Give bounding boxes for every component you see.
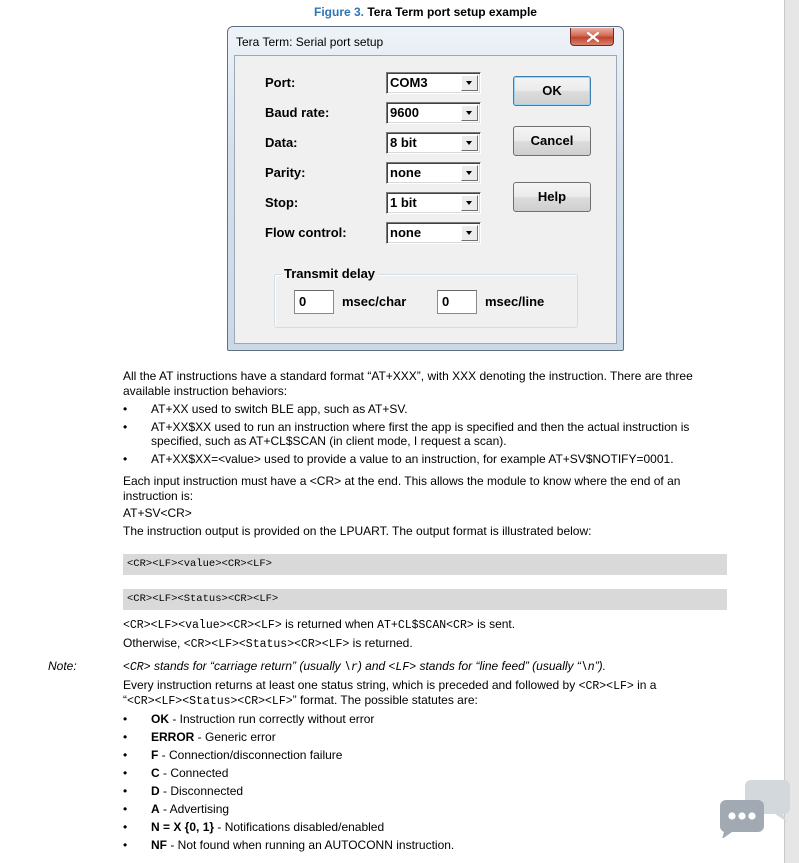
chat-bubbles-icon (716, 776, 792, 838)
dialog-title: Tera Term: Serial port setup (236, 35, 384, 49)
output-intro: The instruction output is provided on the LPUART. The output format is illustrated below: (123, 524, 592, 538)
status-key: OK (151, 712, 169, 726)
note-text (123, 659, 606, 675)
inline-code: AT+CL$SCAN<CR> (377, 619, 474, 632)
inline-code: <CR><LF> (578, 680, 634, 693)
status-desc: - Connected (159, 766, 229, 780)
figure-caption (314, 5, 537, 19)
msec-char-input[interactable] (294, 290, 334, 314)
inline-text: in a (633, 678, 657, 692)
list-item-text: AT+XX$XX=<value> used to provide a value to an instruction, for example AT+SV$NOTIFY=0001. (151, 452, 674, 466)
port-select[interactable] (386, 72, 481, 94)
status-key: N = X {0, 1} (151, 820, 215, 834)
port-value: COM3 (390, 75, 428, 90)
status-key: NF (151, 838, 167, 852)
close-button[interactable] (570, 28, 614, 46)
input-para-line: Each input instruction must have a <CR> at the end. This allows the module to know where the end of an (123, 474, 681, 488)
chevron-down-icon[interactable] (461, 195, 478, 211)
msec-line-label: msec/line (485, 294, 545, 309)
status-intro-line (123, 693, 478, 709)
transmit-delay-legend: Transmit delay (281, 266, 378, 282)
parity-value: none (390, 165, 422, 180)
status-desc: - Disconnected (159, 784, 244, 798)
ok-button[interactable]: OK (513, 76, 591, 106)
flow-control-value: none (390, 225, 422, 240)
help-button[interactable]: Help (513, 182, 591, 212)
figure-title: Tera Term port setup example (367, 5, 537, 19)
cancel-button[interactable]: Cancel (513, 126, 591, 156)
close-icon (587, 32, 599, 42)
data-value: 8 bit (390, 135, 417, 150)
code-text: <CR><LF><Status><CR><LF> (127, 593, 279, 605)
baud-rate-value: 9600 (390, 105, 419, 120)
list-item-text: AT+XX$XX used to run an instruction where first the app is specified and then the actual instruction is (151, 420, 690, 434)
status-key: ERROR (151, 730, 195, 744)
viewer-right-edge (784, 0, 799, 863)
example-instruction: AT+SV<CR> (123, 506, 192, 520)
status-key: D (151, 784, 160, 798)
status-key: F (151, 748, 159, 762)
inline-code: <CR><LF><Status><CR><LF> (127, 695, 293, 708)
flow-control-select[interactable] (386, 222, 481, 244)
chevron-down-icon[interactable] (461, 225, 478, 241)
baud-rate-label: Baud rate: (265, 105, 330, 120)
inline-text: Otherwise, (123, 636, 184, 650)
inline-text: stands for “line feed” (usually “ (416, 659, 581, 673)
status-desc: - Notifications disabled/enabled (214, 820, 385, 834)
status-intro-line (123, 678, 656, 694)
msec-char-label: msec/char (342, 294, 407, 309)
parity-select[interactable] (386, 162, 481, 184)
inline-text: ” format. The possible statutes are: (292, 693, 478, 707)
input-para-line: instruction is: (123, 489, 194, 503)
intro-line: All the AT instructions have a standard format “AT+XXX”, with XXX denoting the instruction. There are three (123, 369, 693, 383)
inline-text: stands for “carriage return” (usually (150, 659, 345, 673)
inline-code: \r (344, 661, 358, 674)
inline-text: “ (123, 693, 127, 707)
status-desc: - Connection/disconnection failure (158, 748, 343, 762)
inline-code: \n (580, 661, 595, 674)
parity-label: Parity: (265, 165, 306, 180)
inline-code: <CR> (123, 661, 151, 674)
status-desc: - Instruction run correctly without error (169, 712, 375, 726)
status-desc: - Generic error (194, 730, 276, 744)
code-text: <CR><LF><value><CR><LF> (127, 558, 272, 570)
returned-value-line (123, 617, 515, 633)
msec-line-input[interactable] (437, 290, 477, 314)
inline-text: is returned when (281, 617, 378, 631)
port-label: Port: (265, 75, 296, 90)
code-block-status (123, 589, 727, 610)
inline-code: <CR><LF><Status><CR><LF> (183, 638, 350, 651)
list-item-text: specified, such as AT+CL$SCAN (in client mode, I request a scan). (151, 434, 507, 448)
inline-text: ”). (594, 659, 607, 673)
status-desc: - Advertising (159, 802, 230, 816)
msec-line-value: 0 (442, 294, 450, 309)
intro-line: available instruction behaviors: (123, 384, 288, 398)
stop-label: Stop: (265, 195, 299, 210)
chevron-down-icon[interactable] (461, 75, 478, 91)
msec-char-value: 0 (299, 294, 307, 309)
chevron-down-icon[interactable] (461, 165, 478, 181)
inline-text: ) and (357, 659, 389, 673)
flow-control-label: Flow control: (265, 225, 347, 240)
stop-select[interactable] (386, 192, 481, 214)
baud-rate-select[interactable] (386, 102, 481, 124)
returned-status-line (123, 636, 413, 652)
data-select[interactable] (386, 132, 481, 154)
status-key: C (151, 766, 160, 780)
inline-code: <CR><LF><value><CR><LF> (123, 619, 282, 632)
inline-code: <LF> (388, 661, 417, 674)
chevron-down-icon[interactable] (461, 105, 478, 121)
figure-label: Figure 3. (314, 5, 365, 19)
status-desc: - Not found when running an AUTOCONN instruction. (167, 838, 455, 852)
inline-text: is returned. (349, 636, 413, 650)
inline-text: is sent. (473, 617, 516, 631)
code-block-value (123, 554, 727, 575)
note-label: Note: (48, 659, 77, 673)
chevron-down-icon[interactable] (461, 135, 478, 151)
stop-value: 1 bit (390, 195, 417, 210)
status-key: A (151, 802, 160, 816)
serial-port-setup-dialog (227, 26, 624, 351)
list-item-text: AT+XX used to switch BLE app, such as AT+SV. (151, 402, 408, 416)
inline-text: Every instruction returns at least one status string, which is preceded and followed by (123, 678, 579, 692)
data-label: Data: (265, 135, 298, 150)
